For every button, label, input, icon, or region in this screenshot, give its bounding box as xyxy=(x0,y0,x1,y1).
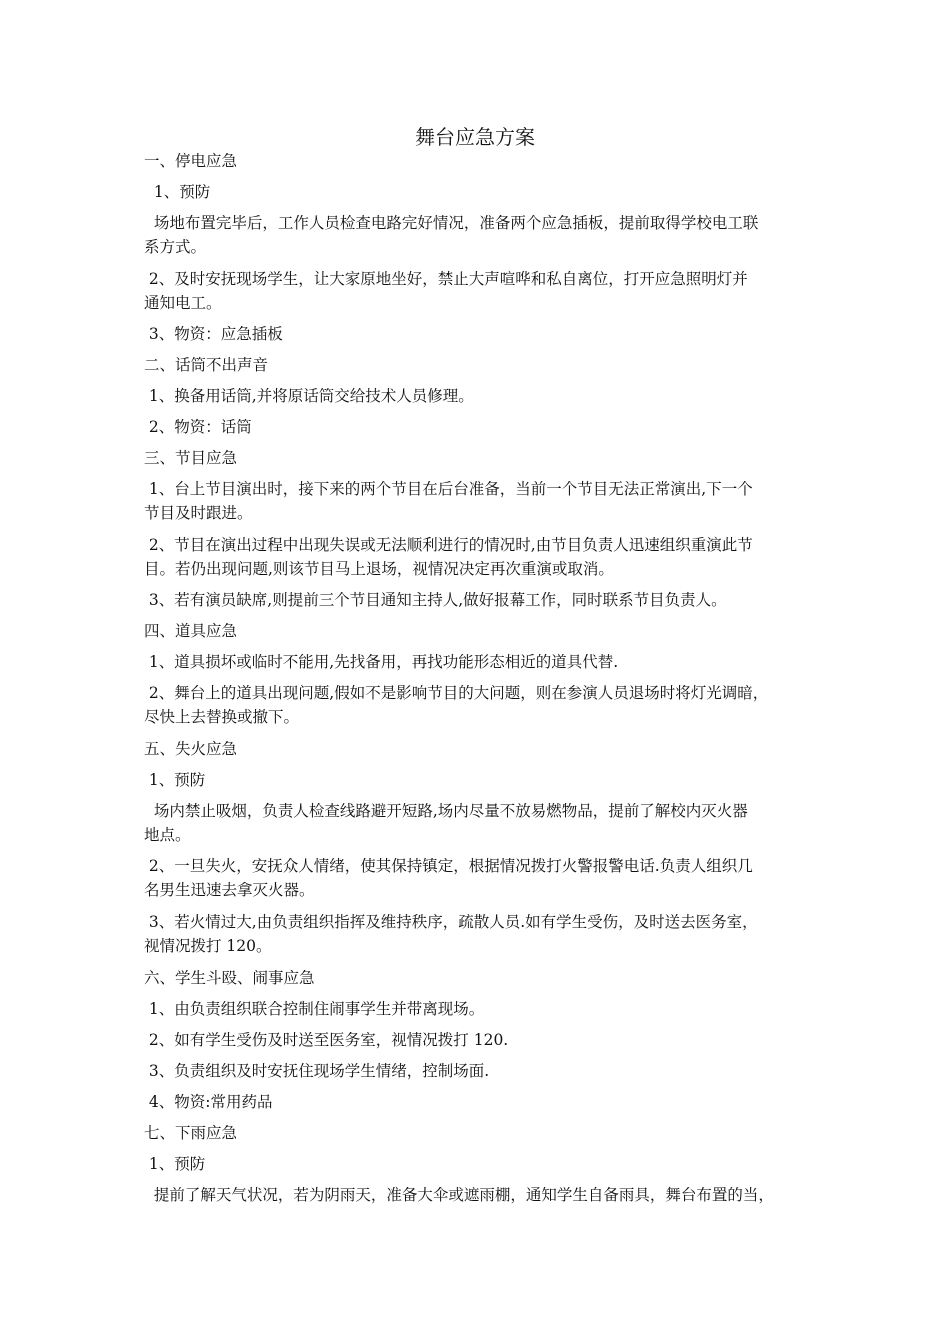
paragraph-line: 1、台上节目演出时，接下来的两个节目在后台准备，当前一个节目无法正常演出,下一个 xyxy=(144,480,753,498)
sub-item: 2、如有学生受伤及时送至医务室，视情况拨打 120. xyxy=(144,1031,509,1049)
section-heading: 三、节目应急 xyxy=(144,449,238,467)
paragraph-line: 地点。 xyxy=(144,826,191,844)
paragraph-line: 尽快上去替换或撤下。 xyxy=(144,708,300,726)
paragraph-line: 2、节目在演出过程中出现失误或无法顺利进行的情况时,由节目负责人迅速组织重演此节 xyxy=(144,536,753,554)
section-heading: 一、停电应急 xyxy=(144,152,238,170)
sub-item: 1、预防 xyxy=(144,771,206,789)
sub-item: 1、预防 xyxy=(144,1155,206,1173)
paragraph-line: 场地布置完毕后，工作人员检查电路完好情况，准备两个应急插板，提前取得学校电工联 xyxy=(144,214,759,232)
paragraph-line: 系方式。 xyxy=(144,238,207,256)
paragraph-line: 目。若仍出现问题,则该节目马上退场，视情况决定再次重演或取消。 xyxy=(144,560,614,578)
sub-item: 3、物资：应急插板 xyxy=(144,325,283,343)
sub-item: 3、负责组织及时安抚住现场学生情绪，控制场面. xyxy=(144,1062,490,1080)
paragraph-line: 2、舞台上的道具出现问题,假如不是影响节目的大问题，则在参演人员退场时将灯光调暗， xyxy=(144,684,769,702)
paragraph-line: 2、及时安抚现场学生，让大家原地坐好，禁止大声喧哗和私自离位，打开应急照明灯并 xyxy=(144,270,748,288)
paragraph-line: 3、若火情过大,由负责组织指挥及维持秩序，疏散人员.如有学生受伤，及时送去医务室， xyxy=(144,913,758,931)
sub-item: 4、物资:常用药品 xyxy=(144,1093,273,1111)
paragraph-line: 提前了解天气状况，若为阴雨天，准备大伞或遮雨棚，通知学生自备雨具，舞台布置的当， xyxy=(144,1186,774,1204)
paragraph-line: 场内禁止吸烟，负责人检查线路避开短路,场内尽量不放易燃物品，提前了解校内灭火器 xyxy=(144,802,748,820)
section-heading: 七、下雨应急 xyxy=(144,1124,238,1142)
section-heading: 二、话筒不出声音 xyxy=(144,356,269,374)
paragraph-line: 通知电工。 xyxy=(144,294,222,312)
page-title: 舞台应急方案 xyxy=(415,125,535,149)
sub-item: 1、道具损坏或临时不能用,先找备用，再找功能形态相近的道具代替. xyxy=(144,653,619,671)
section-heading: 四、道具应急 xyxy=(144,622,238,640)
section-heading: 六、学生斗殴、闹事应急 xyxy=(144,969,315,987)
paragraph-line: 节目及时跟进。 xyxy=(144,504,253,522)
sub-item: 1、换备用话筒,并将原话筒交给技术人员修理。 xyxy=(144,387,474,405)
sub-item: 3、若有演员缺席,则提前三个节目通知主持人,做好报幕工作，同时联系节目负责人。 xyxy=(144,591,727,609)
paragraph-line: 名男生迅速去拿灭火器。 xyxy=(144,881,315,899)
sub-item: 1、由负责组织联合控制住闹事学生并带离现场。 xyxy=(144,1000,485,1018)
section-heading: 五、失火应急 xyxy=(144,740,238,758)
sub-item: 1、预防 xyxy=(144,183,211,201)
sub-item: 2、物资：话筒 xyxy=(144,418,252,436)
paragraph-line: 2、一旦失火，安抚众人情绪，使其保持镇定，根据情况拨打火警报警电话.负责人组织几 xyxy=(144,857,753,875)
paragraph-line: 视情况拨打 120。 xyxy=(144,937,272,955)
